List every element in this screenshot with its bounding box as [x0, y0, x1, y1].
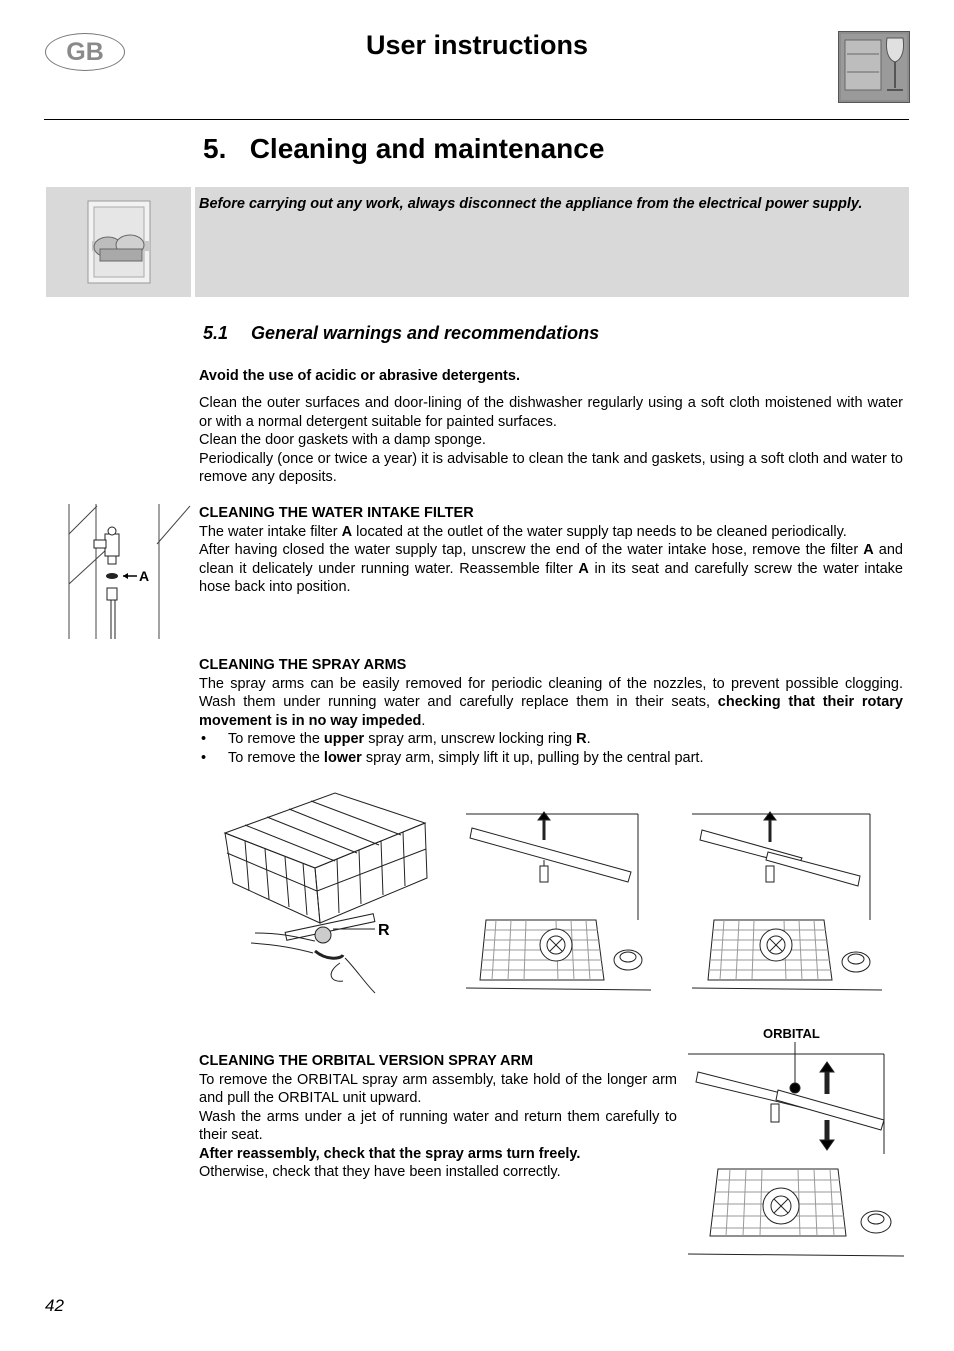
filter-p2-a: After having closed the water supply tap, unscrew the end of the water intake hose, remove the filter — [199, 542, 864, 558]
orbital-p2: Wash the arms under a jet of running water and return them carefully to their seat. — [199, 1108, 677, 1143]
filter-p1-c: located at the outlet of the water supply tap needs to be cleaned periodically. — [352, 523, 847, 540]
page-header-title: User instructions — [365, 30, 589, 60]
b1-d: R — [576, 731, 587, 747]
filter-p2-e: in its seat and carefully screw the water intake hose back into position. — [199, 560, 903, 595]
dishwasher-glass-icon — [838, 31, 910, 103]
b2-c: spray arm, simply lift it up, pulling by the central part. — [361, 749, 704, 766]
filter-p2-b: A — [863, 542, 874, 558]
spray-bullet-list — [199, 730, 903, 767]
spray-heading: CLEANING THE SPRAY ARMS — [199, 657, 407, 673]
country-badge: GB — [45, 33, 125, 71]
b1-a: To remove the — [228, 731, 324, 747]
filter-heading: CLEANING THE WATER INTAKE FILTER — [199, 505, 474, 521]
filter-p2 — [199, 541, 903, 597]
b1-b: upper — [323, 731, 365, 747]
ring-label-R: R — [378, 922, 390, 939]
orbital-p4: Otherwise, check that they have been installed correctly. — [199, 1164, 561, 1180]
filter-p2-d: A — [578, 560, 589, 577]
b2-a: To remove the — [228, 749, 324, 766]
orbital-p3: After reassembly, check that the spray arms turn freely. — [199, 1145, 581, 1162]
spray-p1-b: checking that their rotary movement is in no way impeded — [199, 694, 903, 729]
general-paragraph — [199, 394, 903, 487]
general-p3: Periodically (once or twice a year) it is advisable to clean the tank and gaskets, using a soft cloth and water to remove any deposits. — [199, 450, 903, 485]
orbital-heading: CLEANING THE ORBITAL VERSION SPRAY ARM — [199, 1053, 534, 1069]
upper-spray-arm-figure — [215, 783, 435, 995]
lower-spray-arm-figure — [466, 810, 656, 993]
filter-label-A: A — [139, 568, 150, 584]
subsection-title — [203, 323, 599, 344]
b1-e: . — [586, 731, 591, 747]
filter-p1-b: A — [341, 523, 353, 540]
orbital-label: ORBITAL — [763, 1026, 820, 1041]
spray-p1 — [199, 675, 903, 731]
power-plug-icon — [46, 187, 191, 297]
page-number: 42 — [45, 1296, 64, 1315]
warning-icon-panel — [46, 187, 191, 297]
water-intake-filter-figure — [67, 504, 191, 639]
b1-c: spray arm, unscrew locking ring — [364, 731, 577, 747]
header-divider — [44, 119, 909, 120]
filter-p1 — [199, 523, 903, 542]
orbital-section — [199, 1052, 677, 1182]
spray-section — [199, 656, 903, 767]
list-item — [199, 730, 903, 749]
spray-p1-c: . — [421, 712, 426, 729]
lower-dual-spray-arm-figure — [692, 810, 884, 993]
filter-section — [199, 504, 903, 597]
spray-p1-a: The spray arms can be easily removed for periodic cleaning of the nozzles, to prevent possible clogging. Wash them under running water and carefully replace them in their seats, — [199, 675, 903, 710]
b2-b: lower — [323, 749, 362, 766]
warning-text: Before carrying out any work, always disconnect the appliance from the electrical power supply. — [199, 196, 863, 212]
filter-p2-c: and clean it delicately under running water. Reassemble filter — [199, 542, 903, 577]
general-p2: Clean the door gaskets with a damp sponge. — [199, 432, 486, 448]
list-item — [199, 749, 903, 768]
filter-p1-a: The water intake filter — [199, 523, 342, 540]
subsection-title-text: General warnings and recommendations — [251, 323, 600, 343]
orbital-p1: To remove the ORBITAL spray arm assembly, take hold of the longer arm and pull the ORBITAL unit upward. — [199, 1071, 677, 1106]
section-title: 5. Cleaning and maintenance — [203, 133, 605, 164]
detergent-warning: Avoid the use of acidic or abrasive detergents. — [199, 368, 520, 384]
subsection-number: 5.1 — [203, 323, 229, 343]
general-p1: Clean the outer surfaces and door-lining of the dishwasher regularly using a soft cloth moistened with water or with a normal detergent suitable for painted surfaces. — [199, 395, 903, 430]
orbital-spray-arm-figure — [688, 1024, 906, 1260]
